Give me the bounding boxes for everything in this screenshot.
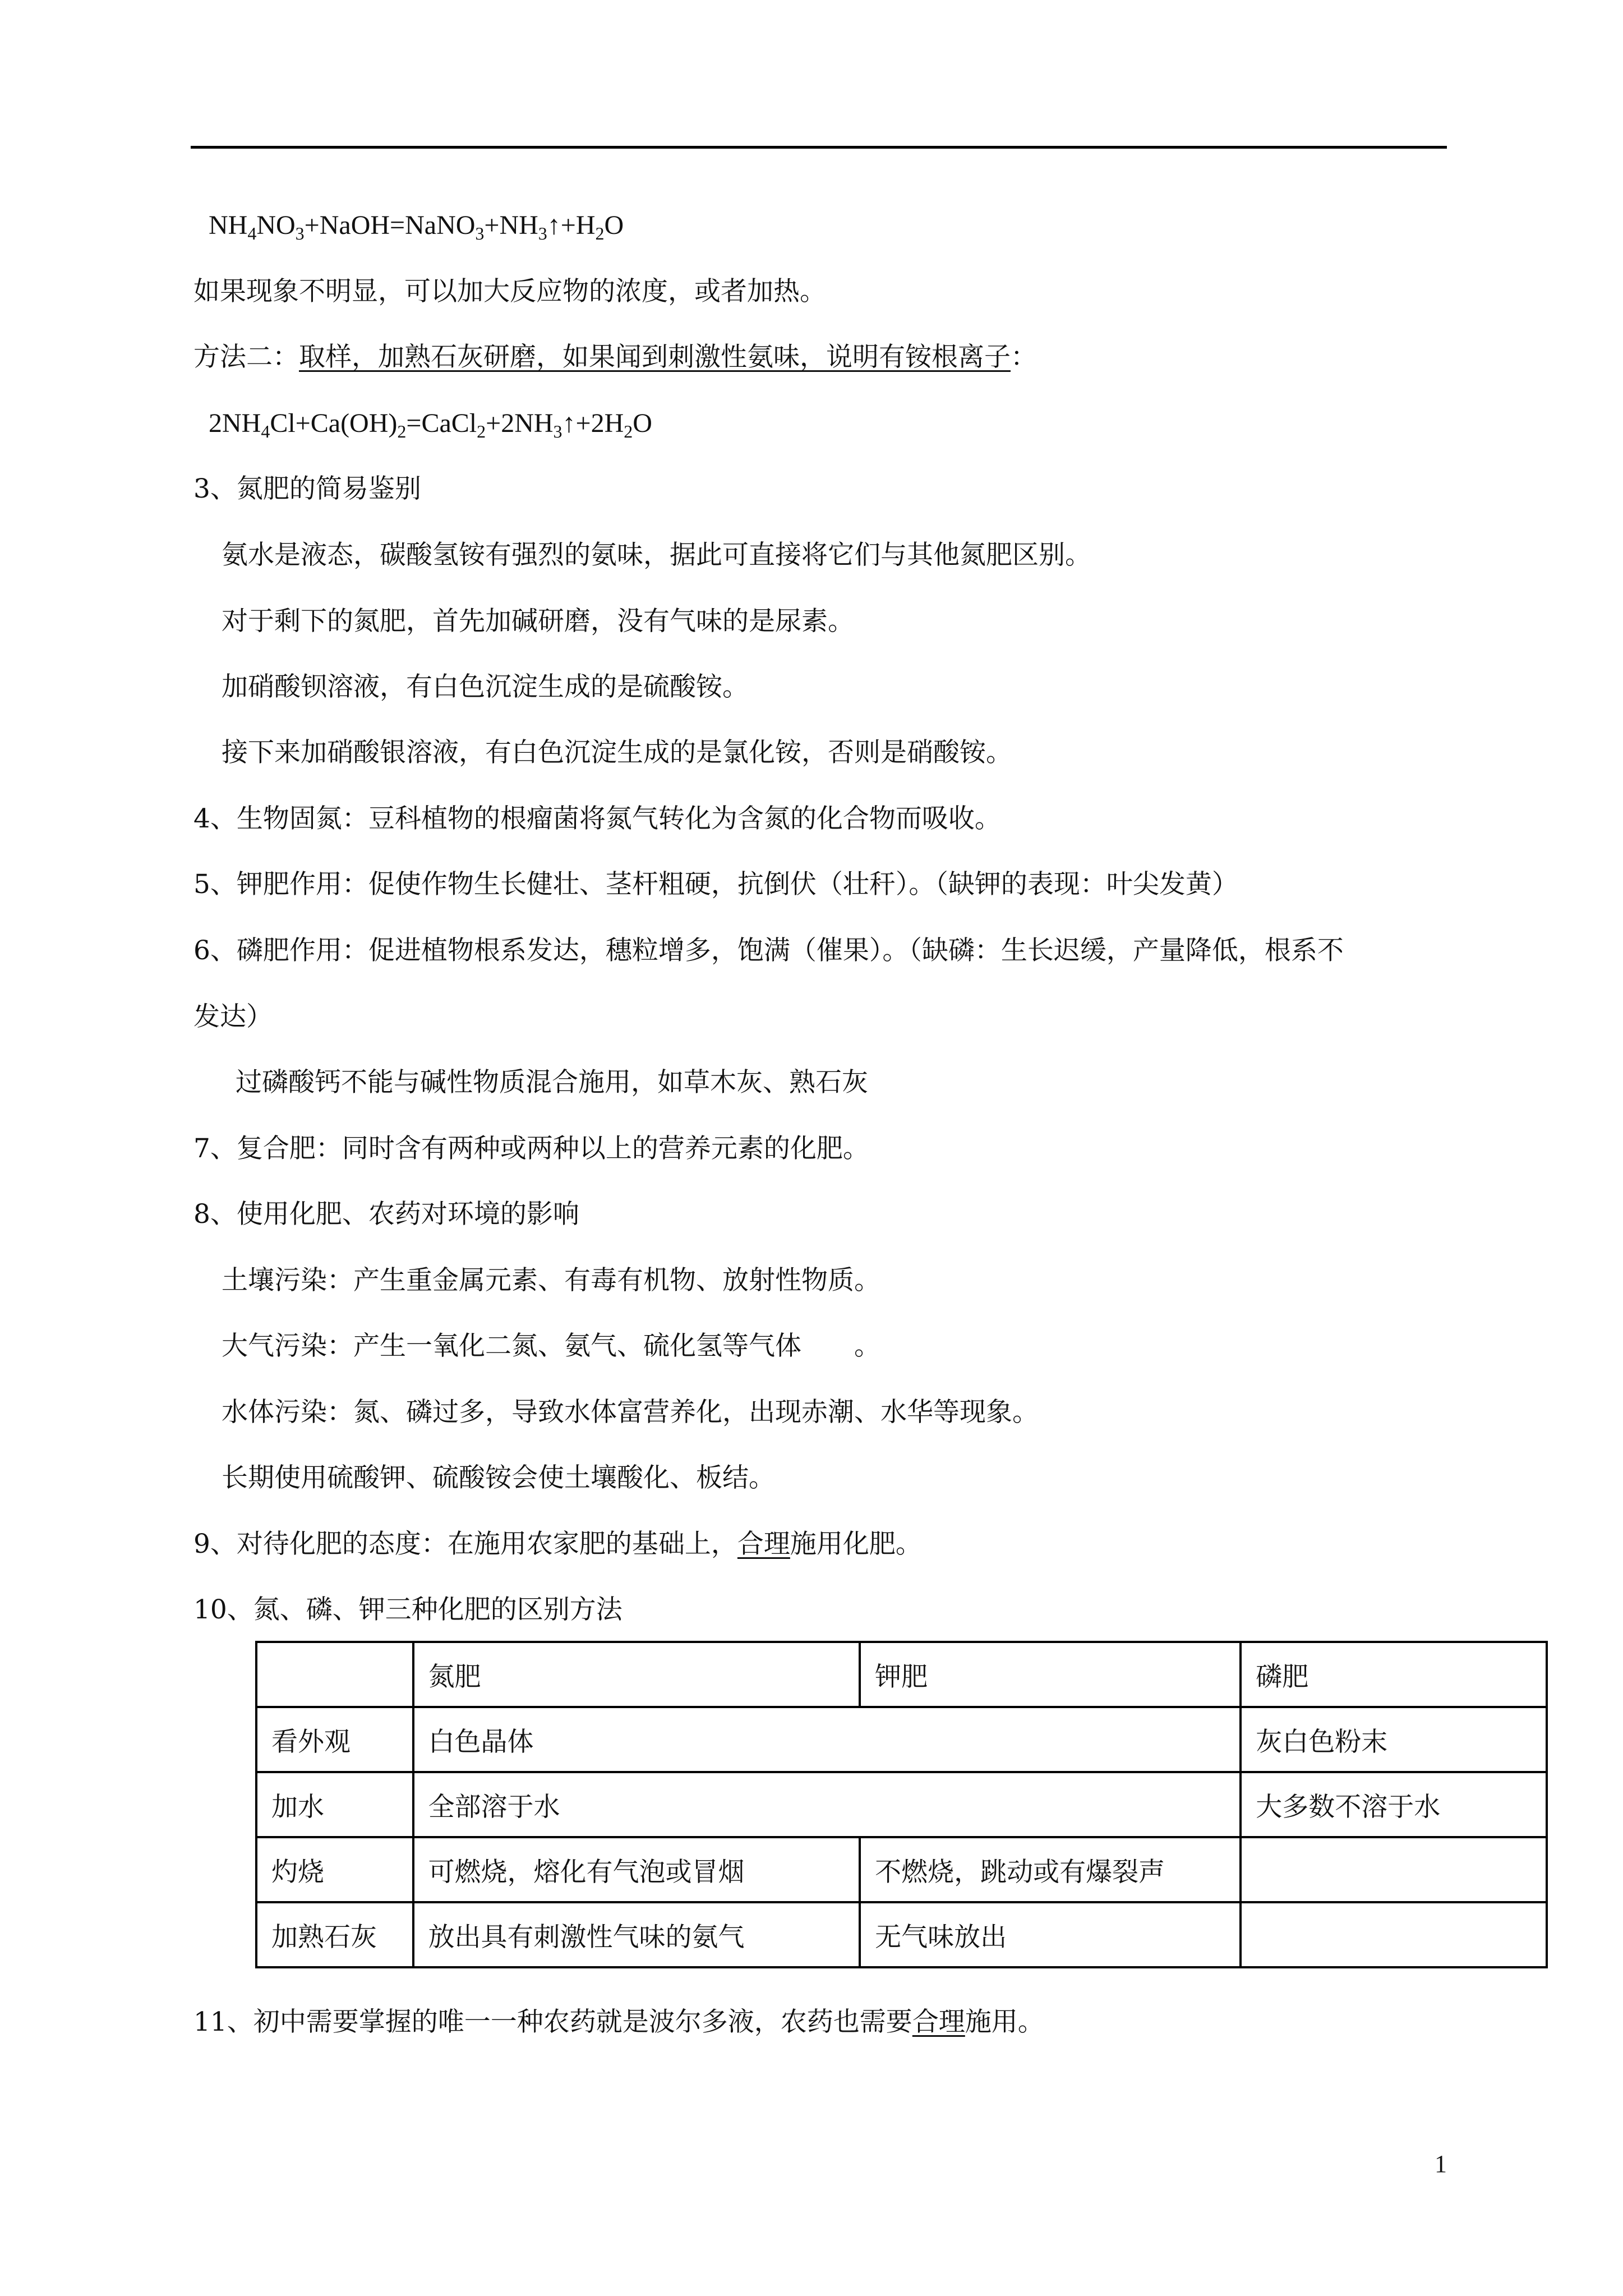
- table-cell: 大多数不溶于水: [1241, 1772, 1547, 1837]
- table-cell: 氮肥: [413, 1642, 860, 1707]
- section-heading: 4、生物固氮：豆科植物的根瘤菌将氮气转化为含氮的化合物而吸收。: [193, 803, 1001, 834]
- underlined-text: 合理: [737, 1529, 790, 1559]
- section-heading: 5、钾肥作用：促使作物生长健壮、茎杆粗硬，抗倒伏（壮秆）。（缺钾的表现：叶尖发黄）: [193, 869, 1238, 900]
- header-rule: [191, 146, 1447, 149]
- paragraph-line: 加硝酸钡溶液，有白色沉淀生成的是硫酸铵。: [222, 671, 749, 702]
- paragraph-line: 土壤污染：产生重金属元素、有毒有机物、放射性物质。: [222, 1265, 880, 1296]
- table-cell: 看外观: [256, 1707, 413, 1772]
- paragraph-line: 如果现象不明显，可以加大反应物的浓度，或者加热。: [193, 276, 826, 307]
- paragraph-line: 长期使用硫酸钾、硫酸铵会使土壤酸化、板结。: [222, 1462, 775, 1493]
- table-cell: 不燃烧，跳动或有爆裂声: [860, 1837, 1241, 1902]
- table-cell: 加水: [256, 1772, 413, 1837]
- table-cell: 钾肥: [860, 1642, 1241, 1707]
- table-cell: 全部溶于水: [413, 1772, 1241, 1837]
- table-row: [256, 1837, 1547, 1902]
- table-cell: 可燃烧，熔化有气泡或冒烟: [413, 1837, 860, 1902]
- table-row: [256, 1902, 1547, 1967]
- table-cell: 加熟石灰: [256, 1902, 413, 1967]
- fertilizer-comparison-table: [255, 1641, 1548, 1968]
- paragraph-line: 氨水是液态，碳酸氢铵有强烈的氨味，据此可直接将它们与其他氮肥区别。: [222, 540, 1091, 570]
- table-row: [256, 1642, 1547, 1707]
- underlined-text: 取样，加熟石灰研磨，如果闻到刺激性氨味，说明有铵根离子: [299, 342, 1011, 372]
- paragraph-line: 发达）: [193, 1001, 273, 1032]
- equation-ammonium-nitrate: $NH_4NO_3+NaOH=NaNO_3+NH_3↑+H_2O$: [209, 210, 624, 243]
- paragraph-line: 对于剩下的氮肥，首先加碱研磨，没有气味的是尿素。: [222, 606, 854, 637]
- table-row: [256, 1772, 1547, 1837]
- table-cell: 灼烧: [256, 1837, 413, 1902]
- paragraph-line: 过磷酸钙不能与碱性物质混合施用，如草木灰、熟石灰: [236, 1067, 868, 1098]
- table-cell: 灰白色粉末: [1241, 1707, 1547, 1772]
- equation-ammonium-chloride: $2NH_4Cl+Ca(OH)_2=CaCl_2+2NH_3↑+2H_2O$: [209, 408, 652, 441]
- section-heading: 11、初中需要掌握的唯一一种农药就是波尔多液，农药也需要合理施用。: [193, 2007, 1044, 2037]
- table-cell: [1241, 1902, 1547, 1967]
- paragraph-line: 大气污染：产生一氧化二氮、氨气、硫化氢等气体 。: [222, 1331, 880, 1361]
- table-cell: 磷肥: [1241, 1642, 1547, 1707]
- section-heading: 9、对待化肥的态度：在施用农家肥的基础上，合理施用化肥。: [193, 1529, 922, 1559]
- table-cell: [1241, 1837, 1547, 1902]
- table-row: [256, 1707, 1547, 1772]
- paragraph-line: 水体污染：氮、磷过多，导致水体富营养化，出现赤潮、水华等现象。: [222, 1397, 1039, 1428]
- section-heading: 8、使用化肥、农药对环境的影响: [193, 1199, 579, 1230]
- section-heading: 6、磷肥作用：促进植物根系发达，穗粒增多，饱满（催果）。（缺磷：生长迟缓，产量降低，根系不: [193, 935, 1344, 966]
- page-number: 1: [1435, 2150, 1447, 2178]
- table-cell: 白色晶体: [413, 1707, 1241, 1772]
- section-heading: 10、氮、磷、钾三种化肥的区别方法: [193, 1594, 623, 1625]
- section-heading: 3、氮肥的简易鉴别: [193, 473, 421, 504]
- table-cell: 放出具有刺激性气味的氨气: [413, 1902, 860, 1967]
- section-heading: 7、复合肥：同时含有两种或两种以上的营养元素的化肥。: [193, 1133, 869, 1164]
- table-cell: [256, 1642, 413, 1707]
- paragraph-line: 接下来加硝酸银溶液，有白色沉淀生成的是氯化铵，否则是硝酸铵。: [222, 737, 1012, 768]
- underlined-text: 合理: [912, 2007, 965, 2037]
- table-cell: 无气味放出: [860, 1902, 1241, 1967]
- method-two-line: 方法二：取样，加熟石灰研磨，如果闻到刺激性氨味，说明有铵根离子：: [193, 342, 1037, 372]
